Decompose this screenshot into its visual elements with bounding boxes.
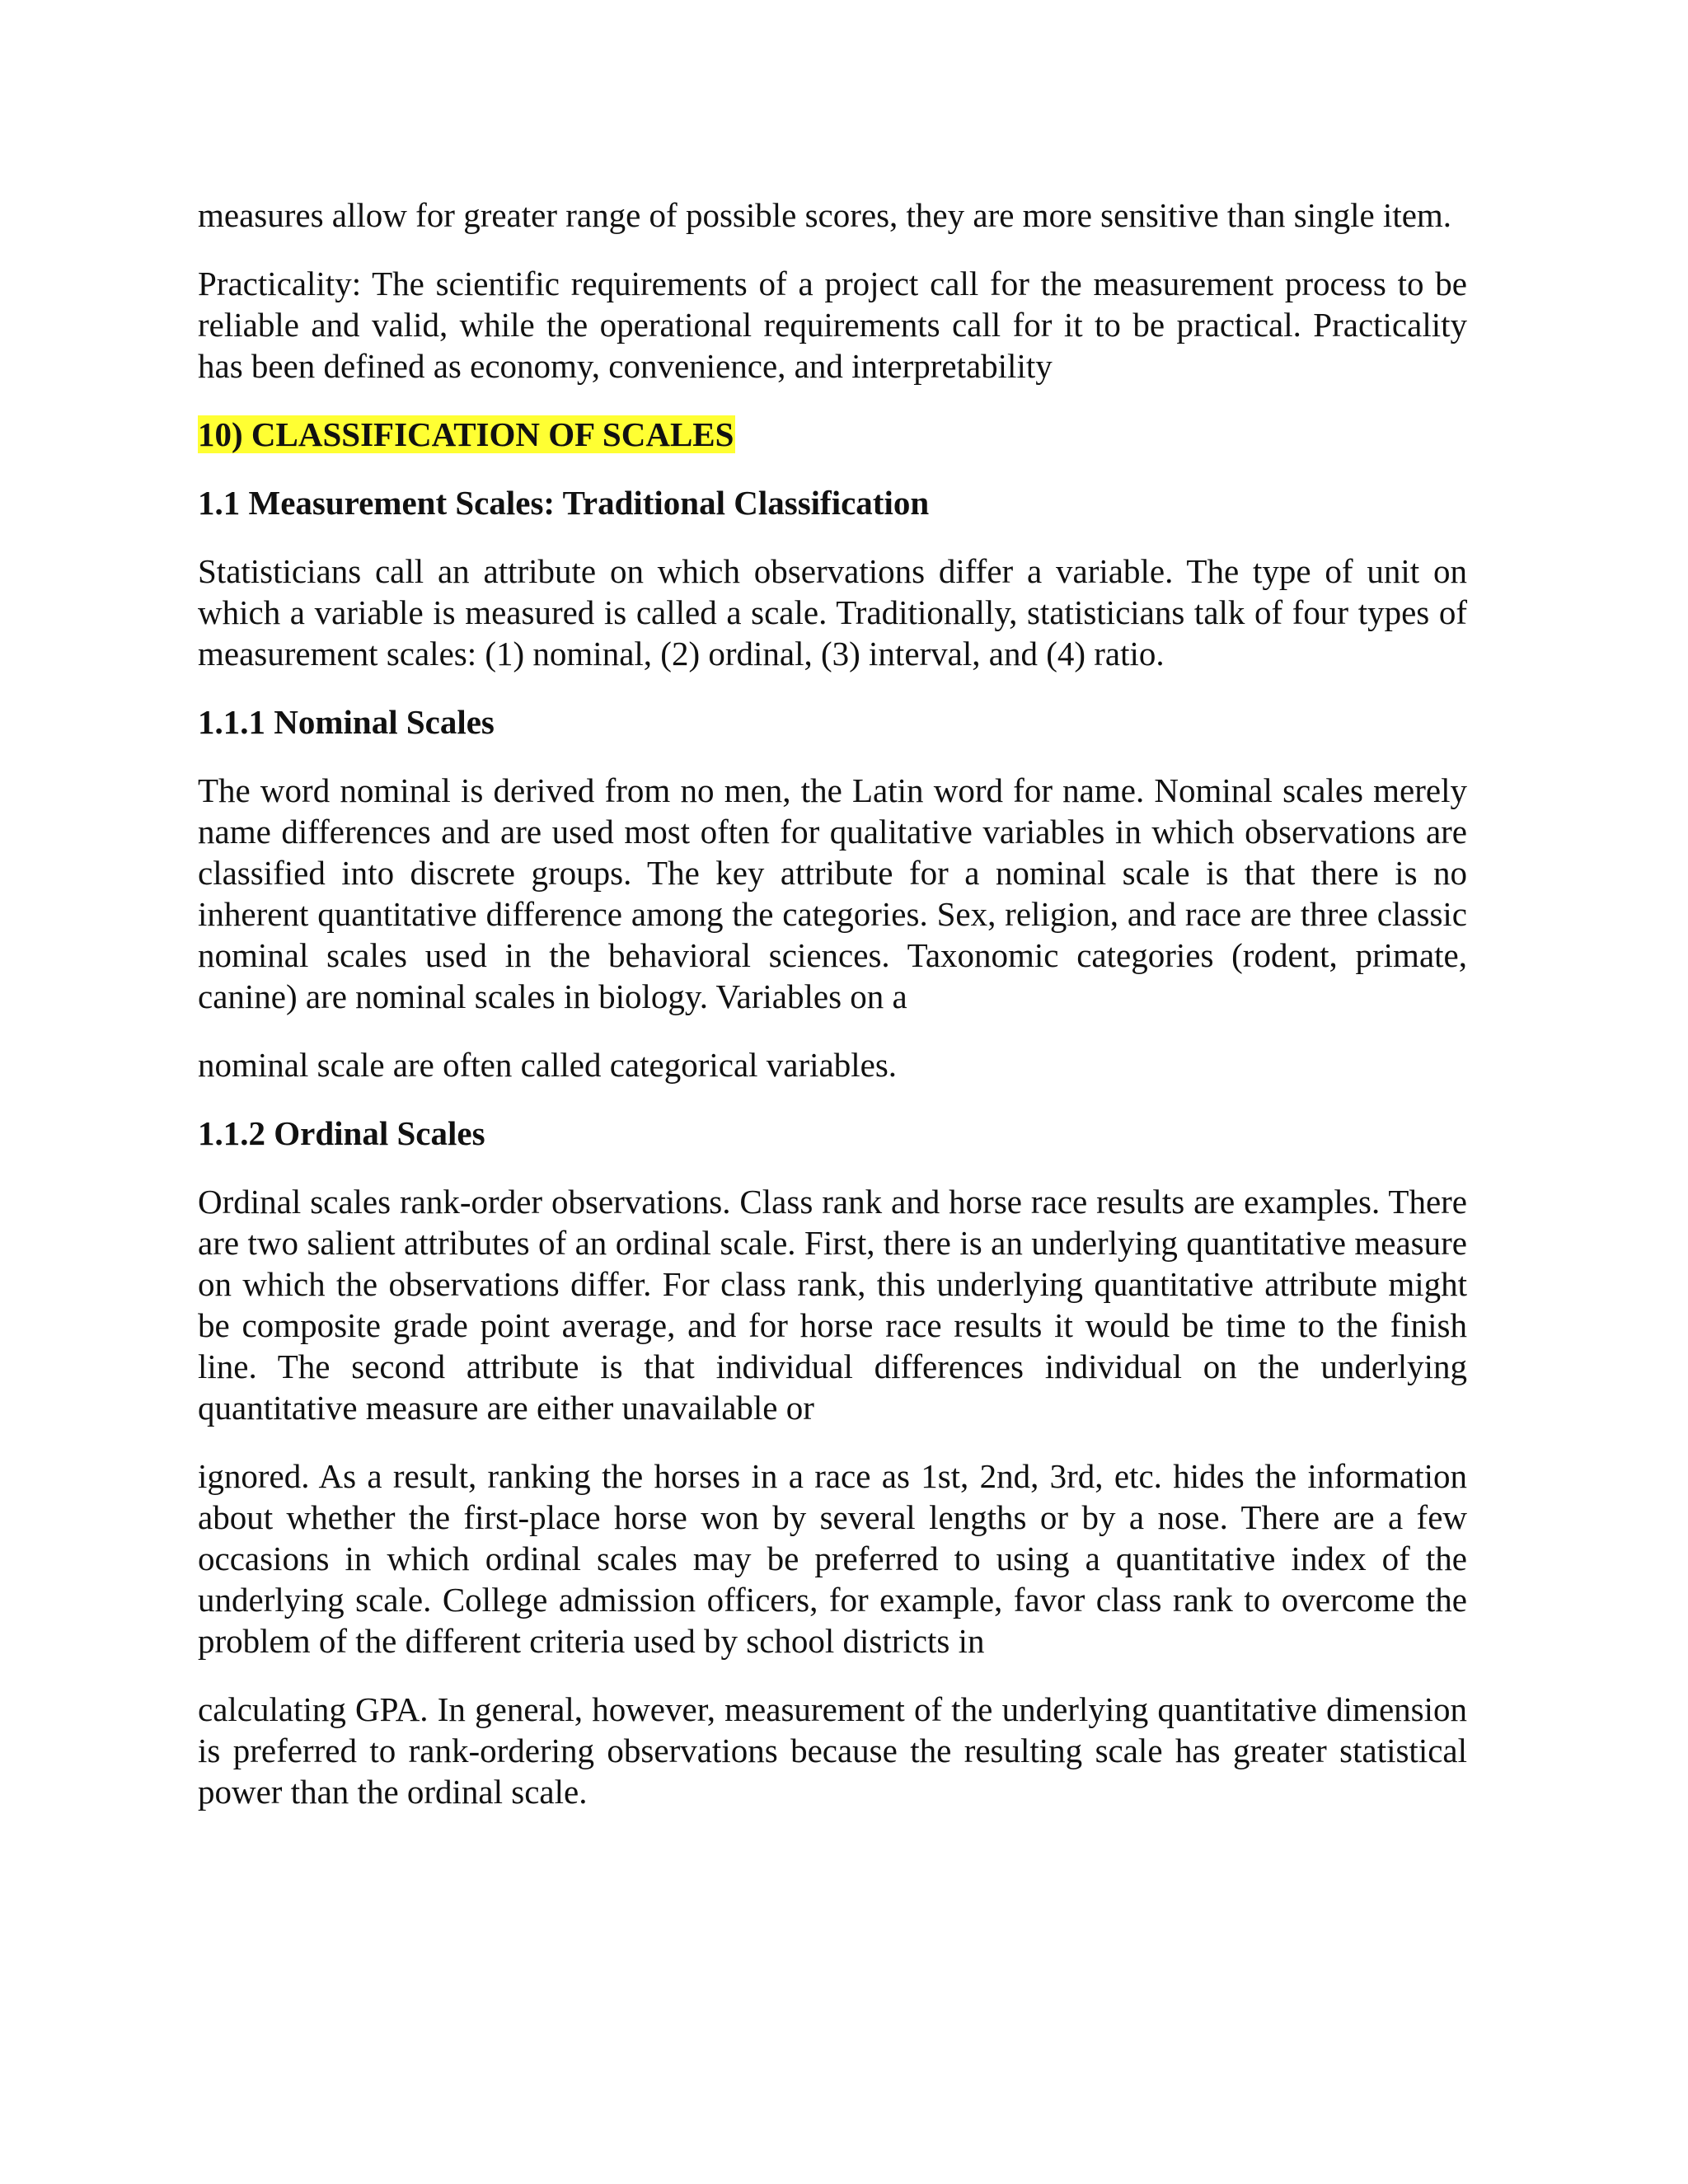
heading-nominal-scales: 1.1.1 Nominal Scales xyxy=(198,703,495,741)
section-heading xyxy=(198,414,1467,455)
highlighted-heading-text: 10) CLASSIFICATION OF SCALES xyxy=(198,415,734,453)
heading-ordinal-scales: 1.1.2 Ordinal Scales xyxy=(198,1114,485,1152)
paragraph-ordinal: Ordinal scales rank-order observations. Class rank and horse race results are examples. There are two salient attributes of an ordinal scale. First, there is an underlying quantitative measure on which the observations differ. For class rank, this underlying quantitative attribute might be composite grade point average, and for horse race results it would be time to the finish line. The second attribute is that individual differences individual on the underlying quantitative measure are either unavailable or xyxy=(198,1183,1467,1427)
paragraph-nominal-continued: nominal scale are often called categorical variables. xyxy=(198,1046,898,1084)
paragraph-nominal: The word nominal is derived from no men, the Latin word for name. Nominal scales merely name differences and are used most often for qualitative variables in which observations are classified into discrete groups. The key attribute for a nominal scale is that there is no inherent quantitative difference among the categories. Sex, religion, and race are three classic nominal scales used in the behavioral sciences. Taxonomic categories (rodent, primate, canine) are nominal scales in biology. Variables on a xyxy=(198,771,1467,1015)
paragraph-statisticians: Statisticians call an attribute on which observations differ a variable. The type of unit on which a variable is measured is called a scale. Traditionally, statisticians talk of four types of measurement scales: (1) nominal, (2) ordinal, (3) interval, and (4) ratio. xyxy=(198,552,1467,673)
paragraph-ordinal-final: calculating GPA. In general, however, measurement of the underlying quantitative dimension is preferred to rank-ordering observations because the resulting scale has greater statistical power than the ordinal scale. xyxy=(198,1690,1467,1811)
heading-traditional-classification: 1.1 Measurement Scales: Traditional Classification xyxy=(198,484,930,522)
paragraph-ordinal-continued: ignored. As a result, ranking the horses in a race as 1st, 2nd, 3rd, etc. hides the information about whether the first-place horse won by several lengths or by a nose. There are a few occasions in which ordinal scales may be preferred to using a quantitative index of the underlying scale. College admission officers, for example, favor class rank to overcome the problem of the different criteria used by school districts in xyxy=(198,1457,1467,1660)
document-page xyxy=(198,194,1467,1840)
paragraph-measures: measures allow for greater range of possible scores, they are more sensitive than single item. xyxy=(198,196,1452,234)
paragraph-practicality: Practicality: The scientific requirements of a project call for the measurement process to be reliable and valid, while the operational requirements call for it to be practical. Practicality has been defined as economy, convenience, and interpretability xyxy=(198,265,1467,385)
